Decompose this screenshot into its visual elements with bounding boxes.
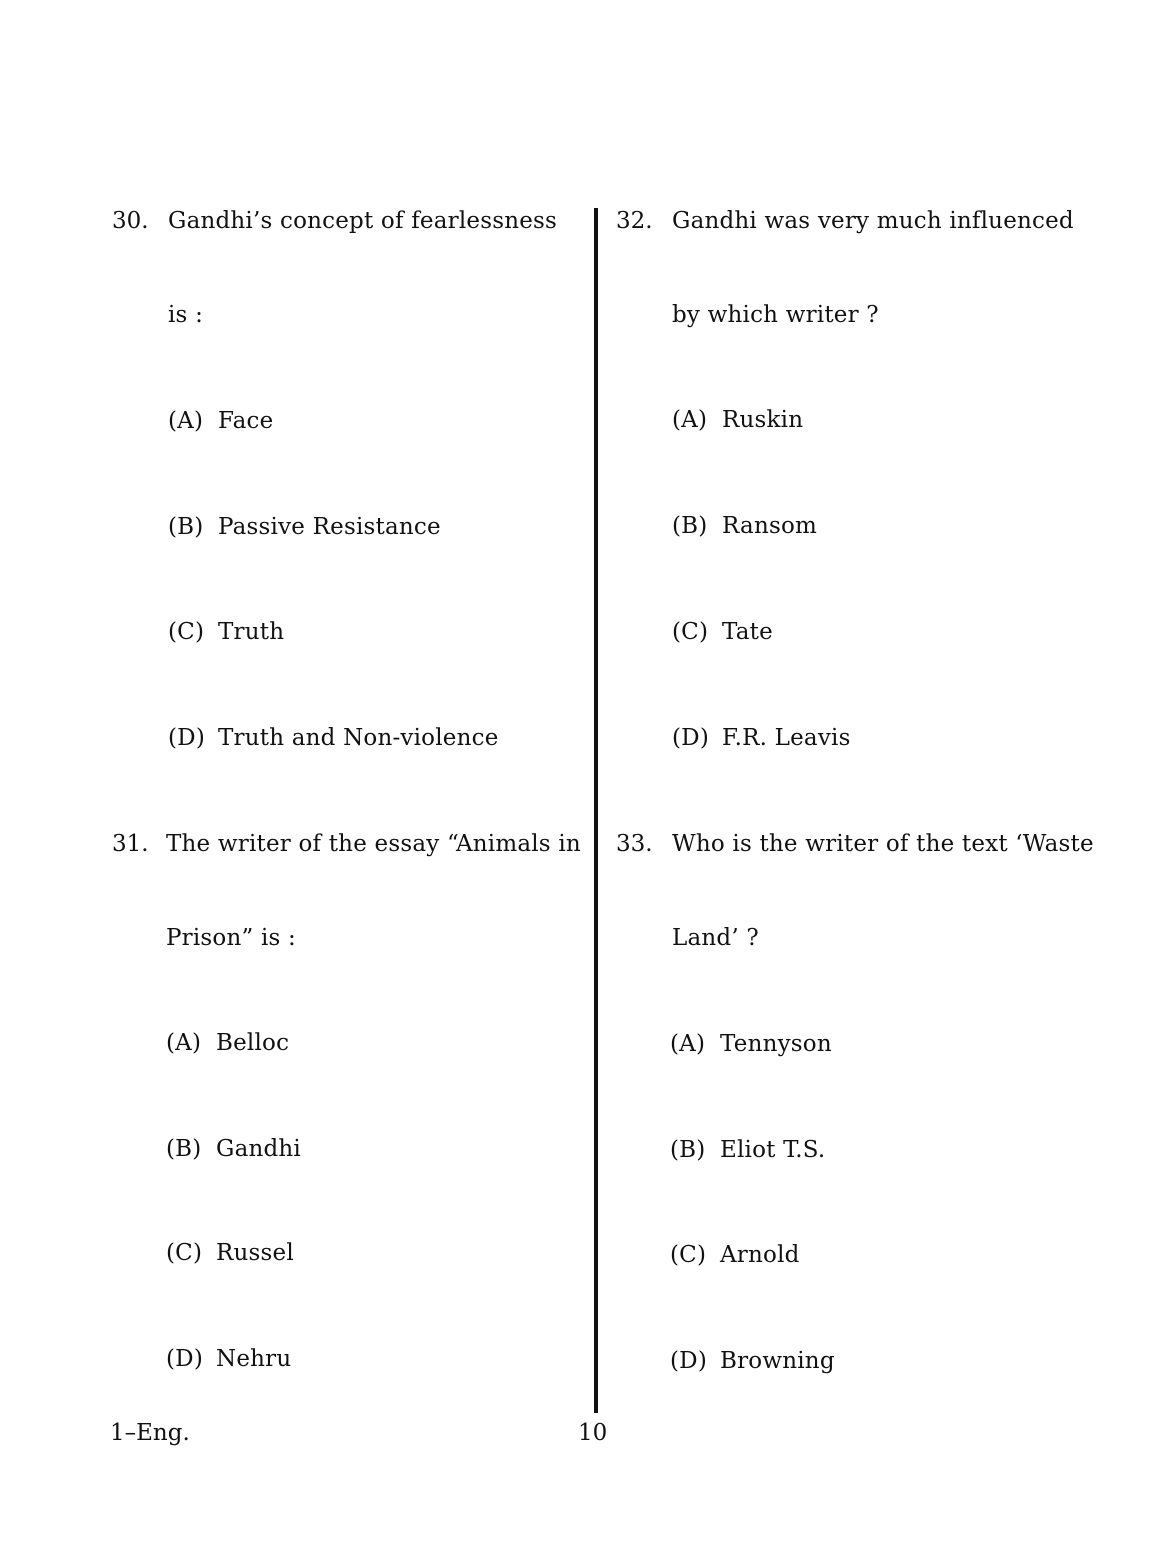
paper-code: 1–Eng.	[110, 1420, 190, 1446]
option-letter: (C)	[166, 1240, 203, 1266]
question-number: 31.	[112, 831, 149, 857]
option-b	[670, 1135, 825, 1165]
option-text: F.R. Leavis	[722, 725, 851, 751]
page-number: 10	[578, 1420, 608, 1446]
option-letter: (B)	[166, 1136, 202, 1162]
option-text: Truth and Non-violence	[218, 725, 499, 751]
option-text: Nehru	[216, 1346, 292, 1372]
option-text: Ransom	[722, 513, 818, 539]
option-c	[168, 617, 284, 647]
question-number: 30.	[112, 208, 149, 234]
question-stem-line: by which writer ?	[672, 302, 879, 328]
option-d	[166, 1344, 291, 1374]
option-letter: (B)	[672, 513, 708, 539]
option-text: Browning	[720, 1348, 835, 1374]
question-number: 32.	[616, 208, 653, 234]
option-b	[166, 1134, 301, 1164]
option-text: Ruskin	[722, 407, 804, 433]
column-divider	[594, 208, 598, 1413]
option-a	[672, 405, 803, 435]
question-stem-line: The writer of the essay “Animals in	[166, 831, 581, 857]
option-c	[166, 1238, 294, 1268]
option-a	[168, 406, 273, 436]
option-text: Gandhi	[216, 1136, 301, 1162]
option-b	[672, 511, 817, 541]
question-stem-line: Land’ ?	[672, 925, 759, 951]
option-c	[672, 617, 773, 647]
question-stem-line: Gandhi’s concept of fearlessness	[168, 208, 558, 234]
option-letter: (A)	[670, 1031, 706, 1057]
question-number: 33.	[616, 831, 653, 857]
option-text: Belloc	[216, 1030, 290, 1056]
question-stem-line: Who is the writer of the text ‘Waste	[672, 831, 1094, 857]
question-stem-line: is :	[168, 302, 204, 328]
option-letter: (D)	[166, 1346, 203, 1372]
option-text: Eliot T.S.	[720, 1137, 826, 1163]
option-c	[670, 1240, 800, 1270]
option-text: Tate	[722, 619, 773, 645]
option-text: Passive Resistance	[218, 514, 441, 540]
option-letter: (D)	[672, 725, 709, 751]
option-b	[168, 512, 441, 542]
option-text: Face	[218, 408, 274, 434]
option-a	[166, 1028, 289, 1058]
option-d	[168, 723, 499, 753]
option-text: Tennyson	[720, 1031, 832, 1057]
option-letter: (D)	[670, 1348, 707, 1374]
option-letter: (C)	[168, 619, 205, 645]
option-text: Arnold	[720, 1242, 800, 1268]
option-letter: (A)	[168, 408, 204, 434]
option-letter: (B)	[670, 1137, 706, 1163]
option-text: Russel	[216, 1240, 294, 1266]
option-a	[670, 1029, 832, 1059]
question-stem-line: Prison” is :	[166, 925, 296, 951]
option-letter: (A)	[166, 1030, 202, 1056]
option-text: Truth	[218, 619, 285, 645]
option-letter: (A)	[672, 407, 708, 433]
option-letter: (B)	[168, 514, 204, 540]
option-letter: (D)	[168, 725, 205, 751]
option-d	[672, 723, 851, 753]
option-d	[670, 1346, 835, 1376]
option-letter: (C)	[670, 1242, 707, 1268]
option-letter: (C)	[672, 619, 709, 645]
question-stem-line: Gandhi was very much influenced	[672, 208, 1074, 234]
